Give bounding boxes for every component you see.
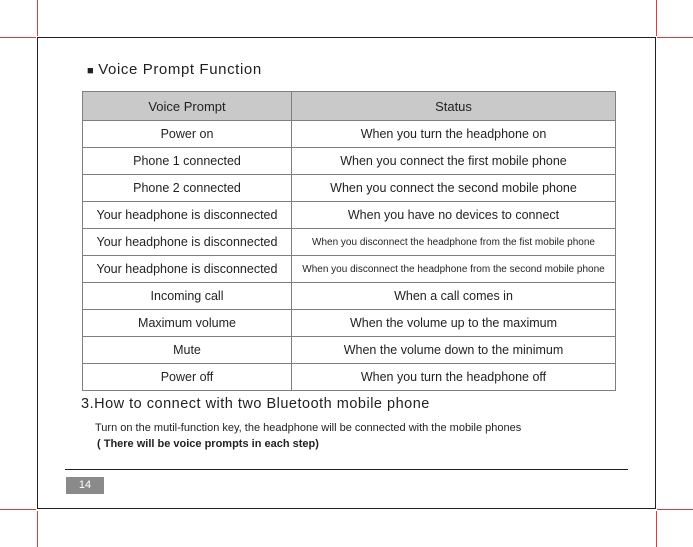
section-title [87, 61, 262, 78]
prompt-cell: Your headphone is disconnected [83, 202, 292, 229]
table-row [83, 364, 616, 391]
table-row [83, 202, 616, 229]
prompt-cell: Power on [83, 121, 292, 148]
header-voice-prompt: Voice Prompt [83, 92, 292, 121]
table-row [83, 310, 616, 337]
prompt-cell: Incoming call [83, 283, 292, 310]
prompt-cell: Your headphone is disconnected [83, 229, 292, 256]
prompt-cell: Phone 2 connected [83, 175, 292, 202]
prompt-cell: Mute [83, 337, 292, 364]
status-cell: When you disconnect the headphone from the fist mobile phone [292, 229, 616, 256]
footer-divider [65, 469, 628, 470]
table-row [83, 121, 616, 148]
status-cell: When you connect the first mobile phone [292, 148, 616, 175]
voice-prompt-table [82, 91, 616, 391]
table-row [83, 283, 616, 310]
crop-mark [37, 0, 38, 36]
section-title-text: Voice Prompt Function [98, 61, 262, 78]
connect-note: ( There will be voice prompts in each step) [97, 438, 319, 450]
status-cell: When the volume up to the maximum [292, 310, 616, 337]
connect-instructions: Turn on the mutil-function key, the headphone will be connected with the mobile phones [95, 422, 522, 434]
header-status: Status [292, 92, 616, 121]
table-row [83, 256, 616, 283]
prompt-cell: Phone 1 connected [83, 148, 292, 175]
crop-mark [0, 509, 36, 510]
crop-mark [657, 509, 693, 510]
table-row [83, 229, 616, 256]
status-cell: When you connect the second mobile phone [292, 175, 616, 202]
page-number: 14 [66, 477, 104, 494]
prompt-cell: Maximum volume [83, 310, 292, 337]
status-cell: When you have no devices to connect [292, 202, 616, 229]
table-row [83, 175, 616, 202]
status-cell: When you turn the headphone on [292, 121, 616, 148]
prompt-cell: Your headphone is disconnected [83, 256, 292, 283]
prompt-cell: Power off [83, 364, 292, 391]
crop-mark [657, 37, 693, 38]
connect-section-title: 3.How to connect with two Bluetooth mobile phone [81, 396, 430, 412]
status-cell: When you turn the headphone off [292, 364, 616, 391]
crop-mark [656, 0, 657, 36]
status-cell: When you disconnect the headphone from the second mobile phone [292, 256, 616, 283]
table-row [83, 337, 616, 364]
table-row [83, 148, 616, 175]
crop-mark [0, 37, 36, 38]
status-cell: When the volume down to the minimum [292, 337, 616, 364]
square-bullet-icon: ■ [87, 65, 95, 77]
table-header-row [83, 92, 616, 121]
crop-mark [37, 511, 38, 547]
status-cell: When a call comes in [292, 283, 616, 310]
crop-mark [656, 511, 657, 547]
